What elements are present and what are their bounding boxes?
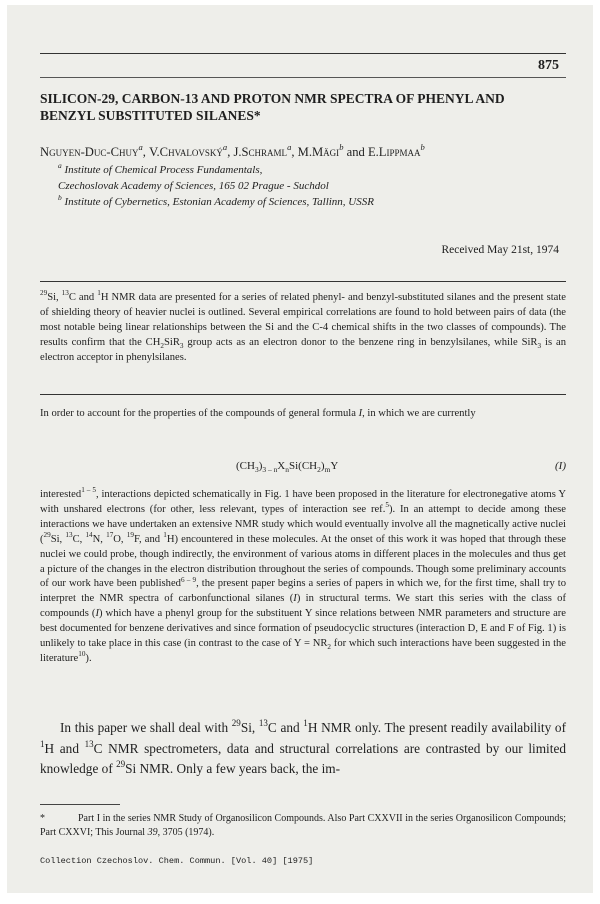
author-separator: , bbox=[142, 145, 150, 159]
footnote: * Part I in the series NMR Study of Organosilicon Compounds. Also Part CXXVII in the series Organosilicon Compounds; Part CXXVI; This Journal 39, 3705 (1974). bbox=[40, 813, 566, 838]
author-name: E.Lippmaa bbox=[367, 145, 421, 159]
journal-citation: Collection Czechoslov. Chem. Commun. [Vol. 40] [1975] bbox=[40, 856, 314, 866]
abstract-top-rule bbox=[40, 281, 566, 282]
author-name: V.Chvalovský bbox=[149, 145, 223, 159]
affiliation-b: $^b$ Institute of Cybernetics, Estonian Academy of Sciences, Tallinn, USSR bbox=[58, 192, 374, 208]
page-number: 875 bbox=[538, 58, 559, 73]
intro-paragraph: In order to account for the properties of the compounds of general formula I, in which we are currently bbox=[40, 408, 476, 419]
affiliation-mark: b bbox=[339, 142, 344, 153]
received-date: Received May 21st, 1974 bbox=[441, 244, 559, 256]
author-separator: , bbox=[291, 145, 298, 159]
general-formula bbox=[40, 460, 566, 476]
abstract: $^{29}$Si, $^{13}$C and $^1$H NMR data are presented for a series of related phenyl- and benzyl-substituted silanes and the present state of shielding theory of heavier nuclei is outlined. Several empirical correlations are found to hold between pairs of data (the most notable being linear relationships between the Si and the C-4 chemical shifts in the two classes of compounds). The results confirm that the $CH_2SiR_3$ group acts as an electron donor to the benzene ring in benzylsilanes, while SiR$_3$ is an electron acceptor in phenylsilanes. bbox=[40, 289, 566, 363]
affiliation-mark: a bbox=[287, 142, 292, 153]
footnote-rule bbox=[40, 804, 120, 805]
formula-number: (I) bbox=[555, 460, 566, 472]
affiliations bbox=[58, 162, 568, 210]
abstract-bottom-rule bbox=[40, 394, 566, 395]
citation: 5 bbox=[385, 501, 389, 510]
author-list bbox=[40, 144, 570, 160]
paper-title: SILICON-29, CARBON-13 AND PROTON NMR SPECTRA OF PHENYL AND BENZYL SUBSTITUTED SILANES* bbox=[40, 91, 505, 123]
header-rule bbox=[40, 77, 566, 78]
affiliation-a: $^a$ Institute of Chemical Process Fundamentals, bbox=[58, 160, 263, 176]
author-name: Nguyen-Duc-Chuy bbox=[40, 145, 139, 159]
citation: 10 bbox=[78, 650, 86, 659]
affiliation-a-line2: Czechoslovak Academy of Sciences, 165 02 Prague - Suchdol bbox=[58, 180, 329, 192]
top-rule bbox=[40, 53, 566, 54]
author-name: M.Mägi bbox=[297, 145, 340, 159]
affiliation-mark: b bbox=[420, 142, 425, 153]
author-name: J.Schraml bbox=[233, 145, 288, 159]
citation: 6 – 9 bbox=[180, 575, 197, 584]
affiliation-mark: a bbox=[222, 142, 228, 153]
citation: 1 – 5 bbox=[81, 486, 96, 495]
author-separator: and bbox=[343, 145, 368, 159]
affiliation-mark: a bbox=[138, 142, 143, 153]
footnote-mark: * bbox=[40, 813, 45, 824]
author-separator: , bbox=[227, 145, 234, 159]
body-paragraph-2: In this paper we shall deal with $^{29}$Si, $^{13}$C and $^1$H NMR only. The present readily availability of $^1$H and $^{13}$C NMR spectrometers, data and structural correlations are contrasted by our limited knowledge of $^{29}$Si NMR. Only a few years back, the im- bbox=[40, 718, 566, 776]
formula-expression: $(CH_3)_{3 - n}X_nSi(CH_2)_mY$ bbox=[236, 460, 339, 475]
journal-page bbox=[7, 5, 593, 893]
body-paragraph-1: interested$^{1 - 5}$, interactions depicted schematically in Fig. 1 have been proposed in the literature for electronegative atoms Y with unshared electrons (for other, less relevant, types of interaction see ref.$^5$). In an attempt to decide among these interactions we have undertaken an extensive NMR study which would eventually involve all the magnetically active nuclei ($^{29}$Si, $^{13}$C, $^{14}$N, $^{17}$O, $^{19}$F, and $^1$H) encountered in these molecules. At the onset of this work it was hoped that through these nuclei we could probe, though indirectly, the environment of various atoms in different places in the molecules and thus get a picture of the changes in the electron distribution throughout the series of compounds. Though some preliminary accounts of our work have been published$^{6 - 9}$, the present paper begins a series of papers in which we, for the first time, shall try to interpret the NMR spectra of carbonfunctional silanes (I) in structural terms. We start this series with the class of compounds (I) which have a phenyl group for the substituent Y since relations between NMR parameters and structure are best documented for benzene derivatives and since formation of pseudocyclic structures (interaction D, E and F of Fig. 1) is unlikely to take place in this case (in contrast to the case of $Y = NR_2$ for which such interactions have been suggested in the literature$^{10}$). bbox=[40, 486, 567, 664]
